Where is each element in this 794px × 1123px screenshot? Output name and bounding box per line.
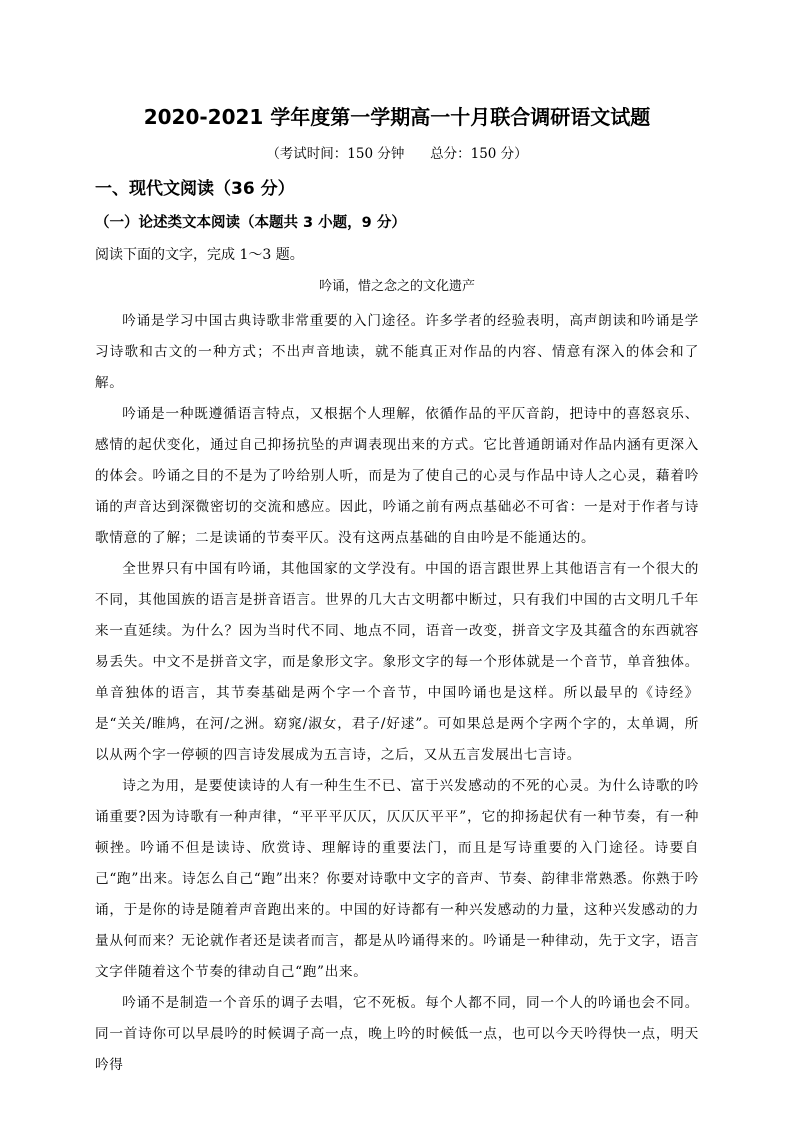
article-title: 吟诵，惜之念之的文化遗产 xyxy=(318,279,475,294)
reading-instruction: 阅读下面的文字，完成 1～3 题。 xyxy=(95,247,304,263)
exam-title: 2020-2021 学年度第一学期高一十月联合调研语文试题 xyxy=(143,105,651,129)
article-body xyxy=(95,306,699,1081)
article-paragraph: 全世界只有中国有吟诵，其他国家的文学没有。中国的语言跟世界上其他语言有一个很大的不同，其他国族的语言是拼音语言。世界的几大古文明都中断过，只有我们中国的古文明几千年来一直延续。为什么？因为当时代不同、地点不同，语音一改变，拼音文字及其蕴含的东西就容易丢失。中文不是拼音文字，而是象形文字。象形文字的每一个形体就是一个音节，单音独体。单音独体的语言，其节奏基础是两个字一个音节，中国吟诵也是这样。所以最早的《诗经》是“关关/睢鸠，在河/之洲。窈窕/淑女，君子/好逑”。可如果总是两个字两个字的，太单调，所以从两个字一停顿的四言诗发展成为五言诗，之后，又从五言发展出七言诗。 xyxy=(95,561,699,763)
article-paragraph: 诗之为用，是要使读诗的人有一种生生不已、富于兴发感动的不死的心灵。为什么诗歌的吟诵重要?因为诗歌有一种声律，“平平平仄仄，仄仄仄平平”，它的抑扬起伏有一种节奏，有一种顿挫。吟诵不但是读诗、欣赏诗、理解诗的重要法门，而且是写诗重要的入门途径。诗要自己“跑”出来。诗怎么自己“跑”出来？你要对诗歌中文字的音声、节奏、韵律非常熟悉。你熟于吟诵，于是你的诗是随着声音跑出来的。中国的好诗都有一种兴发感动的力量，这种兴发感动的力量从何而来？无论就作者还是读者而言，都是从吟诵得来的。吟诵是一种律动，先于文字，语言文字伴随着这个节奏的律动自己“跑”出来。 xyxy=(95,778,699,980)
exam-time-score: （考试时间：150 分钟 总分：150 分） xyxy=(266,146,528,162)
article-paragraph: 吟诵是一种既遵循语言特点，又根据个人理解，依循作品的平仄音韵，把诗中的喜怒哀乐、感情的起伏变化，通过自己抑扬抗坠的声调表现出来的方式。它比普通朗诵对作品内涵有更深入的体会。吟诵之目的不是为了吟给别人听，而是为了使自己的心灵与作品中诗人之心灵，藉着吟诵的声音达到深微密切的交流和感应。因此，吟诵之前有两点基础必不可省：一是对于作者与诗歌情意的了解；二是读诵的节奏平仄。没有这两点基础的自由吟是不能通达的。 xyxy=(95,406,699,546)
article-paragraph: 吟诵是学习中国古典诗歌非常重要的入门途径。许多学者的经验表明，高声朗读和吟诵是学习诗歌和古文的一种方式；不出声音地读，就不能真正对作品的内容、情意有深入的体会和了解。 xyxy=(95,313,699,391)
section-heading: 一、现代文阅读（36 分） xyxy=(95,179,295,199)
article-paragraph: 吟诵不是制造一个音乐的调子去唱，它不死板。每个人都不同，同一个人的吟诵也会不同。同一首诗你可以早晨吟的时候调子高一点，晚上吟的时候低一点，也可以今天吟得快一点，明天吟得 xyxy=(95,995,699,1073)
sub-section-heading: （一）论述类文本阅读（本题共 3 小题，9 分） xyxy=(95,215,406,231)
